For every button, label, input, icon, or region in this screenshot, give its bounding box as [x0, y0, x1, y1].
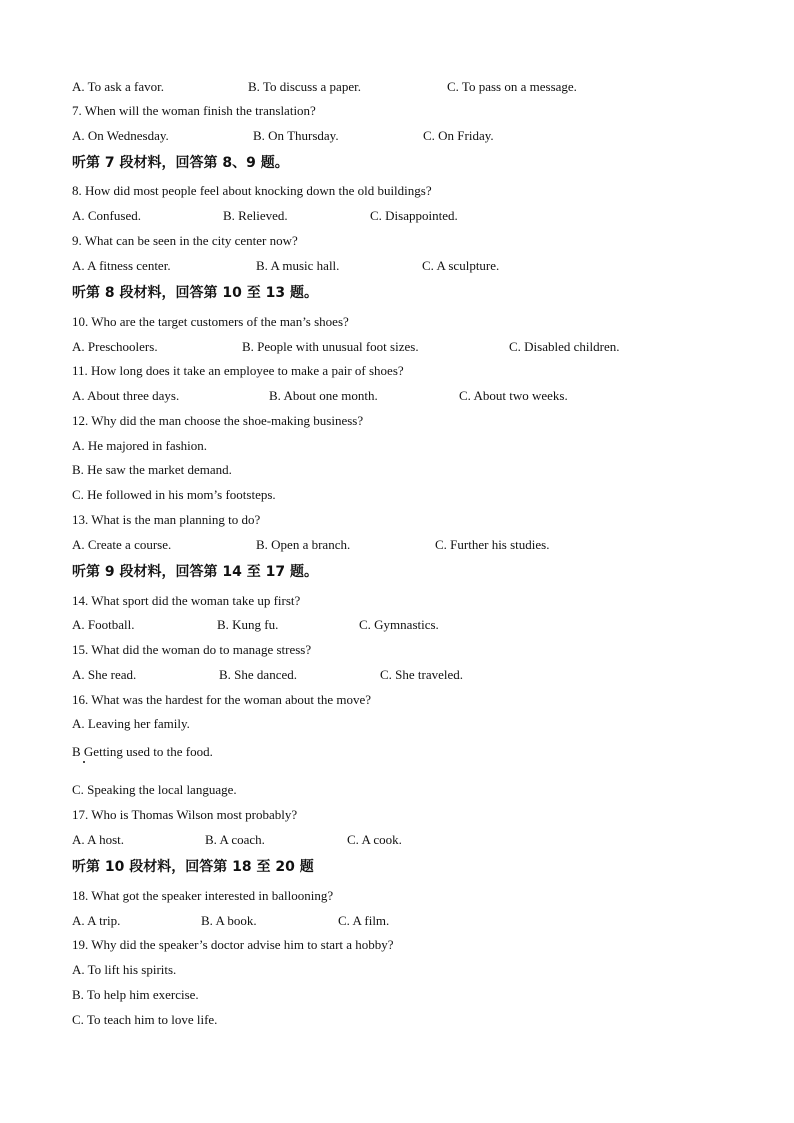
question-18: 18. What got the speaker interested in ballooning? — [72, 888, 334, 903]
question-12: 12. Why did the man choose the shoe-making business? — [72, 413, 364, 428]
q9-option-b: B. A music hall. — [256, 258, 340, 273]
q9-option-a: A. A fitness center. — [72, 258, 171, 273]
q18-option-b: B. A book. — [201, 913, 257, 928]
q19-option-a: A. To lift his spirits. — [72, 962, 177, 977]
q14-option-b: B. Kung fu. — [217, 617, 279, 632]
question-19: 19. Why did the speaker’s doctor advise him to start a hobby? — [72, 937, 394, 952]
q8-option-b: B. Relieved. — [223, 208, 288, 223]
q10-option-c: C. Disabled children. — [509, 339, 620, 354]
q17-option-b: B. A coach. — [205, 832, 265, 847]
q15-option-a: A. She read. — [72, 667, 137, 682]
q16-option-c: C. Speaking the local language. — [72, 782, 237, 797]
q11-option-a: A. About three days. — [72, 388, 180, 403]
q6-option-a: A. To ask a favor. — [72, 79, 164, 94]
question-11: 11. How long does it take an employee to make a pair of shoes? — [72, 363, 404, 378]
q13-option-b: B. Open a branch. — [256, 537, 351, 552]
q8-option-c: C. Disappointed. — [370, 208, 458, 223]
q18-option-a: A. A trip. — [72, 913, 121, 928]
section-10-heading: 听第 10 段材料，回答第 18 至 20 题 — [72, 859, 314, 875]
q7-option-a: A. On Wednesday. — [72, 128, 169, 143]
question-17: 17. Who is Thomas Wilson most probably? — [72, 807, 298, 822]
q15-option-b: B. She danced. — [219, 667, 297, 682]
question-15: 15. What did the woman do to manage stress? — [72, 642, 312, 657]
q12-option-c: C. He followed in his mom’s footsteps. — [72, 487, 276, 502]
q6-option-b: B. To discuss a paper. — [248, 79, 361, 94]
question-8: 8. How did most people feel about knocking down the old buildings? — [72, 183, 432, 198]
question-10: 10. Who are the target customers of the man’s shoes? — [72, 314, 349, 329]
q19-option-c: C. To teach him to love life. — [72, 1012, 218, 1027]
question-13: 13. What is the man planning to do? — [72, 512, 261, 527]
q12-option-b: B. He saw the market demand. — [72, 462, 232, 477]
q14-option-c: C. Gymnastics. — [359, 617, 439, 632]
section-7-heading: 听第 7 段材料，回答第 8、9 题。 — [72, 155, 289, 171]
q10-option-b: B. People with unusual foot sizes. — [242, 339, 419, 354]
q18-option-c: C. A film. — [338, 913, 390, 928]
stray-dot — [83, 761, 85, 763]
q8-option-a: A. Confused. — [72, 208, 141, 223]
q19-option-b: B. To help him exercise. — [72, 987, 199, 1002]
q13-option-a: A. Create a course. — [72, 537, 172, 552]
question-9: 9. What can be seen in the city center now? — [72, 233, 298, 248]
q17-option-c: C. A cook. — [347, 832, 402, 847]
q11-option-b: B. About one month. — [269, 388, 378, 403]
q12-option-a: A. He majored in fashion. — [72, 438, 208, 453]
q6-option-c: C. To pass on a message. — [447, 79, 577, 94]
q10-option-a: A. Preschoolers. — [72, 339, 158, 354]
q7-option-b: B. On Thursday. — [253, 128, 339, 143]
section-9-heading: 听第 9 段材料，回答第 14 至 17 题。 — [72, 564, 318, 580]
q13-option-c: C. Further his studies. — [435, 537, 550, 552]
q9-option-c: C. A sculpture. — [422, 258, 500, 273]
q14-option-a: A. Football. — [72, 617, 135, 632]
q7-option-c: C. On Friday. — [423, 128, 494, 143]
q15-option-c: C. She traveled. — [380, 667, 464, 682]
question-7: 7. When will the woman finish the translation? — [72, 103, 316, 118]
section-8-heading: 听第 8 段材料，回答第 10 至 13 题。 — [72, 285, 318, 301]
q16-option-a: A. Leaving her family. — [72, 716, 190, 731]
q17-option-a: A. A host. — [72, 832, 125, 847]
q16-option-b: B Getting used to the food. — [72, 744, 213, 759]
q11-option-c: C. About two weeks. — [459, 388, 568, 403]
question-14: 14. What sport did the woman take up first? — [72, 593, 301, 608]
question-16: 16. What was the hardest for the woman about the move? — [72, 692, 372, 707]
